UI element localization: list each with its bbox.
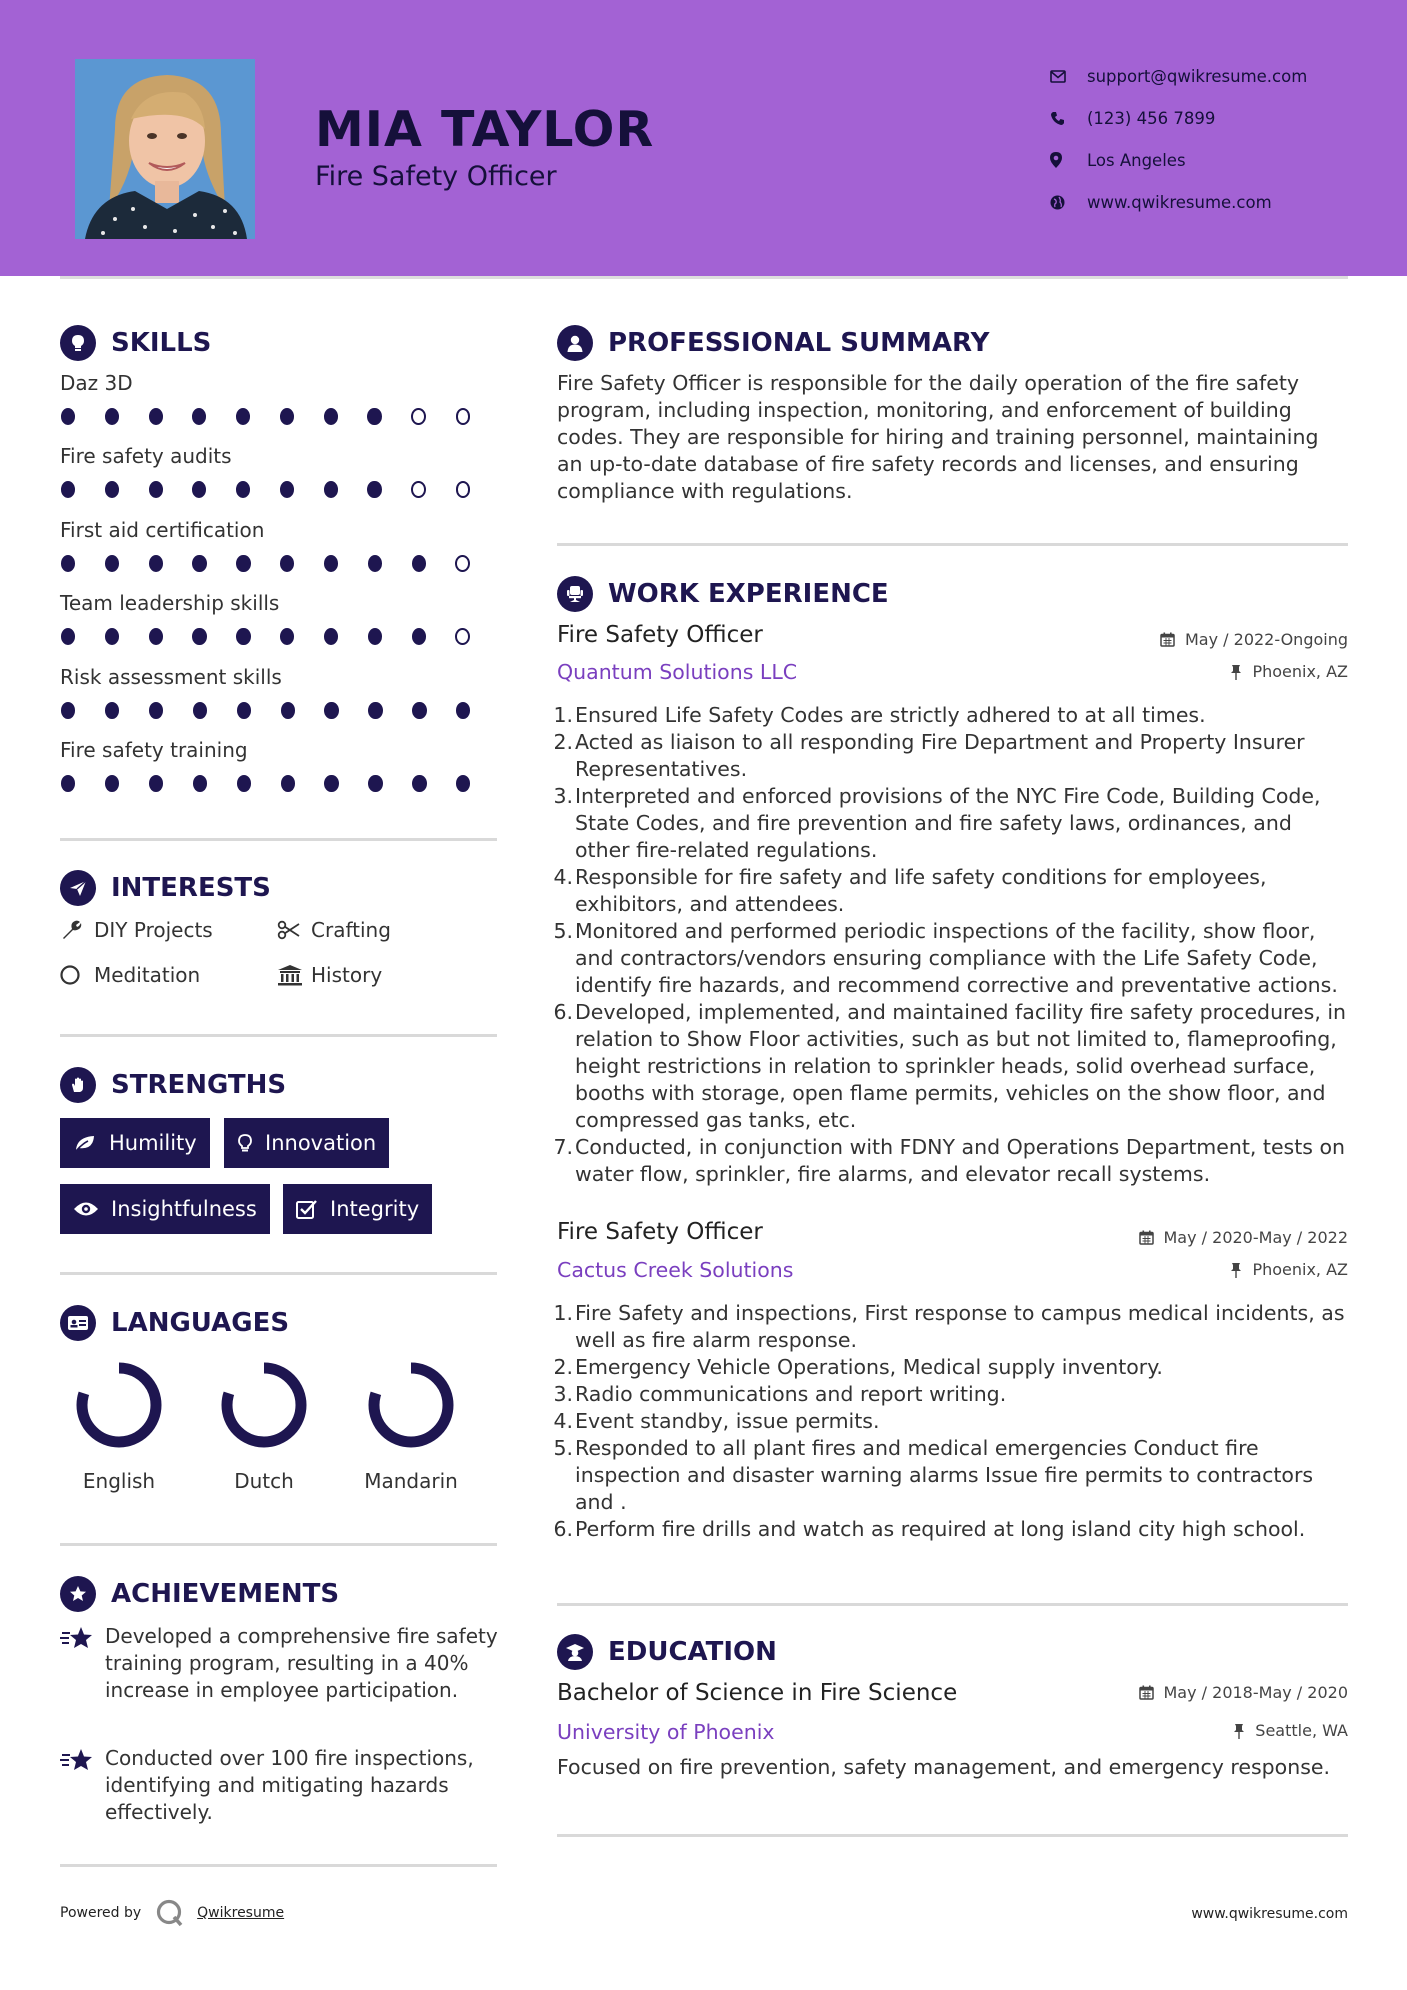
duty-number: 7.	[553, 1135, 573, 1159]
skill-rating	[61, 481, 500, 498]
skill-rating	[61, 628, 500, 645]
summary-heading: PROFESSIONAL SUMMARY	[557, 325, 989, 361]
rating-dot-filled	[192, 628, 206, 645]
office-chair-icon	[557, 576, 593, 612]
rating-dot-empty	[411, 408, 426, 425]
section-divider	[557, 543, 1348, 546]
rating-dot-filled	[193, 702, 207, 719]
calendar-icon	[1160, 632, 1175, 647]
rating-dot-filled	[367, 481, 381, 498]
duty-number: 2.	[553, 730, 573, 754]
pushpin-icon	[1230, 1262, 1242, 1278]
rating-dot-filled	[105, 555, 119, 572]
language-proficiency-ring	[73, 1359, 165, 1451]
wrench-icon	[60, 919, 94, 941]
language-name: Mandarin	[364, 1469, 458, 1493]
duty-item	[553, 864, 1347, 918]
language-proficiency-ring	[365, 1359, 457, 1451]
rating-dot-filled	[281, 702, 295, 719]
language-item	[336, 1359, 486, 1493]
duty-item	[553, 1435, 1347, 1516]
duty-item	[553, 702, 1347, 729]
achievements-heading: ACHIEVEMENTS	[60, 1576, 339, 1612]
rating-dot-filled	[237, 775, 251, 792]
duty-text: Responsible for fire safety and life safety conditions for employees, exhibitors, and attendees.	[575, 865, 1267, 916]
rating-dot-filled	[324, 555, 338, 572]
rating-dot-filled	[192, 481, 206, 498]
duty-text: Conducted, in conjunction with FDNY and Operations Department, tests on water flow, sprinkler, fire alarms, and elevator recall systems.	[575, 1135, 1346, 1186]
pushpin-icon	[1233, 1723, 1245, 1739]
language-proficiency-arc	[82, 1368, 156, 1442]
skill-rating	[61, 408, 500, 425]
rating-dot-filled	[149, 628, 163, 645]
company-name: Quantum Solutions LLC	[557, 660, 798, 684]
achievement-item: Conducted over 100 fire inspections, identifying and mitigating hazards effectively.	[60, 1745, 500, 1826]
language-proficiency-arc	[227, 1368, 301, 1442]
interest-item: Crafting	[277, 918, 391, 942]
strength-chip: Insightfulness	[60, 1184, 270, 1234]
rating-dot-empty	[456, 408, 471, 425]
interest-item: DIY Projects	[60, 918, 213, 942]
skill-name: Fire safety audits	[60, 444, 232, 469]
skill-item	[60, 518, 500, 572]
duty-item	[553, 999, 1347, 1134]
rating-dot-filled	[456, 775, 470, 792]
education-description: Focused on fire prevention, safety management, and emergency response.	[557, 1755, 1331, 1779]
duty-item	[553, 1134, 1347, 1188]
achievement-item: Developed a comprehensive fire safety training program, resulting in a 40% increase in employee participation.	[60, 1623, 500, 1704]
rating-dot-filled	[236, 408, 250, 425]
degree-title: Bachelor of Science in Fire Science	[557, 1680, 958, 1706]
job-dates: May / 2020-May / 2022	[1139, 1228, 1349, 1247]
rating-dot-filled	[280, 481, 294, 498]
contact-email[interactable]: support@qwikresume.com	[1050, 55, 1307, 97]
language-proficiency-arc	[374, 1368, 448, 1442]
section-divider	[60, 838, 497, 841]
rating-dot-filled	[149, 555, 163, 572]
duty-number: 6.	[553, 1000, 573, 1024]
skill-name: Daz 3D	[60, 371, 133, 395]
duty-text: Monitored and performed periodic inspections of the facility, show floor, and contractors/vendors ensuring compliance with the Life Safety Code, identify fire hazards, and recommend corrective and preventative actions.	[575, 919, 1338, 997]
footer-powered-by: Powered by Qwikresume	[60, 1898, 284, 1928]
duty-text: Developed, implemented, and maintained facility fire safety procedures, in relation to Show Floor activities, such as but not limited to, flameproofing, height restrictions in relation to sprinkler heads, solid overhead surface, booths with storage, open flame permits, vehicles on the show floor, and compressed gas tanks, etc.	[575, 1000, 1347, 1132]
duty-number: 5.	[553, 919, 573, 943]
rating-dot-filled	[236, 555, 250, 572]
section-divider	[557, 1603, 1348, 1606]
checkbox-icon	[296, 1199, 318, 1219]
rating-dot-filled	[149, 775, 163, 792]
skill-name: Team leadership skills	[60, 591, 280, 616]
rating-dot-filled	[456, 702, 470, 719]
duty-text: Fire Safety and inspections, First response to campus medical incidents, as well as fire alarm response.	[575, 1301, 1345, 1352]
contact-list	[1050, 55, 1307, 223]
star-icon	[60, 1623, 105, 1704]
education-dates: May / 2018-May / 2020	[1139, 1683, 1349, 1702]
skill-name: Fire safety training	[60, 738, 248, 762]
rating-dot-filled	[367, 408, 381, 425]
duty-text: Emergency Vehicle Operations, Medical supply inventory.	[575, 1355, 1163, 1379]
job-duties-list	[553, 702, 1347, 1188]
rating-dot-empty	[455, 628, 470, 645]
rating-dot-filled	[237, 702, 251, 719]
skill-rating	[61, 775, 500, 792]
duty-item	[553, 1516, 1347, 1543]
user-icon	[557, 325, 593, 361]
lightbulb-icon	[237, 1133, 253, 1153]
duty-text: Perform fire drills and watch as required at long island city high school.	[575, 1517, 1306, 1541]
skill-item	[60, 591, 500, 645]
duty-text: Responded to all plant fires and medical emergencies Conduct fire inspection and disaster warning alarms Issue fire permits to contractors and .	[575, 1436, 1314, 1514]
footer-url[interactable]: www.qwikresume.com	[1191, 1906, 1348, 1922]
rating-dot-filled	[192, 555, 206, 572]
rating-dot-filled	[193, 775, 207, 792]
qwikresume-logo-icon	[155, 1898, 185, 1928]
rating-dot-filled	[412, 555, 426, 572]
rating-dot-filled	[236, 481, 250, 498]
school-name: University of Phoenix	[557, 1720, 775, 1744]
duty-text: Interpreted and enforced provisions of the NYC Fire Code, Building Code, State Codes, and fire prevention and fire safety laws, ordinances, and other fire-related regulations.	[575, 784, 1321, 862]
skill-item	[60, 738, 500, 792]
rating-dot-filled	[105, 775, 119, 792]
language-name: English	[82, 1469, 156, 1493]
rating-dot-filled	[105, 481, 119, 498]
paper-plane-icon	[60, 870, 96, 906]
map-pin-icon	[1050, 152, 1087, 168]
lightbulb-icon	[60, 325, 96, 361]
section-divider	[60, 1272, 497, 1275]
rating-dot-filled	[324, 775, 338, 792]
language-proficiency-ring	[218, 1359, 310, 1451]
duty-item	[553, 918, 1347, 999]
candidate-title: Fire Safety Officer	[315, 161, 557, 192]
job-duties-list	[553, 1300, 1347, 1543]
calendar-icon	[1139, 1230, 1154, 1245]
rating-dot-filled	[61, 775, 75, 792]
profile-photo	[75, 59, 255, 239]
rating-dot-filled	[368, 775, 382, 792]
job-title: Fire Safety Officer	[557, 622, 763, 648]
rating-dot-filled	[324, 481, 338, 498]
globe-icon	[1050, 195, 1087, 210]
rating-dot-filled	[324, 628, 338, 645]
section-divider	[60, 1864, 497, 1867]
duty-item	[553, 1354, 1347, 1381]
strength-chip: Integrity	[283, 1184, 432, 1234]
job-location: Phoenix, AZ	[1230, 662, 1348, 681]
section-divider	[60, 1034, 497, 1037]
strength-chip: Humility	[60, 1118, 210, 1168]
rating-dot-filled	[412, 628, 426, 645]
rating-dot-filled	[324, 702, 338, 719]
duty-number: 3.	[553, 784, 573, 808]
summary-text: Fire Safety Officer is responsible for the daily operation of the fire safety program, including inspection, monitoring, and enforcement of building codes. They are responsible for hiring and training personnel, maintaining an up-to-date database of fire safety records and licenses, and ensuring compliance with regulations.	[557, 371, 1319, 503]
eye-icon	[73, 1200, 99, 1218]
company-name: Cactus Creek Solutions	[557, 1258, 794, 1282]
leaf-icon	[73, 1133, 97, 1153]
interest-item: Meditation	[60, 963, 200, 987]
rating-dot-filled	[236, 628, 250, 645]
museum-icon	[277, 964, 311, 986]
interest-item: History	[277, 963, 382, 987]
duty-number: 4.	[553, 1409, 573, 1433]
duty-number: 4.	[553, 865, 573, 889]
skill-rating	[61, 702, 500, 719]
contact-location: Los Angeles	[1050, 139, 1307, 181]
rating-dot-filled	[61, 481, 75, 498]
duty-text: Acted as liaison to all responding Fire Department and Property Insurer Representatives.	[575, 730, 1305, 781]
duty-item	[553, 1300, 1347, 1354]
rating-dot-filled	[280, 628, 294, 645]
star-badge-icon	[60, 1576, 96, 1612]
language-item	[44, 1359, 194, 1493]
rating-dot-filled	[149, 408, 163, 425]
hand-icon	[60, 1067, 96, 1103]
strength-chip: Innovation	[224, 1118, 389, 1168]
rating-dot-empty	[455, 555, 470, 572]
duty-number: 1.	[553, 1301, 573, 1325]
rating-dot-filled	[368, 628, 382, 645]
duty-item	[553, 783, 1347, 864]
rating-dot-filled	[324, 408, 338, 425]
duty-number: 5.	[553, 1436, 573, 1460]
pushpin-icon	[1230, 664, 1242, 680]
job-title: Fire Safety Officer	[557, 1219, 763, 1245]
resume-header	[0, 0, 1407, 276]
duty-text: Ensured Life Safety Codes are strictly adhered to at all times.	[575, 703, 1206, 727]
circle-icon	[60, 964, 94, 986]
graduate-icon	[557, 1634, 593, 1670]
duty-number: 6.	[553, 1517, 573, 1541]
candidate-name: MIA TAYLOR	[315, 101, 655, 158]
languages-heading: LANGUAGES	[60, 1305, 289, 1341]
strengths-heading: STRENGTHS	[60, 1067, 286, 1103]
skill-item	[60, 444, 500, 498]
envelope-icon	[1050, 70, 1087, 83]
skill-item	[60, 665, 500, 719]
education-location: Seattle, WA	[1233, 1721, 1348, 1740]
duty-number: 1.	[553, 703, 573, 727]
header-divider	[60, 276, 1348, 279]
skill-rating	[61, 555, 500, 572]
rating-dot-filled	[149, 481, 163, 498]
rating-dot-filled	[280, 555, 294, 572]
duty-item	[553, 1381, 1347, 1408]
rating-dot-filled	[368, 702, 382, 719]
duty-text: Radio communications and report writing.	[575, 1382, 1007, 1406]
language-item	[189, 1359, 339, 1493]
contact-website[interactable]: www.qwikresume.com	[1050, 181, 1307, 223]
rating-dot-filled	[105, 408, 119, 425]
job-location: Phoenix, AZ	[1230, 1260, 1348, 1279]
rating-dot-filled	[412, 775, 426, 792]
rating-dot-filled	[61, 555, 75, 572]
rating-dot-filled	[61, 408, 75, 425]
star-icon	[60, 1745, 105, 1826]
id-card-icon	[60, 1305, 96, 1341]
skill-item	[60, 371, 500, 425]
duty-item	[553, 729, 1347, 783]
duty-item	[553, 1408, 1347, 1435]
skill-name: First aid certification	[60, 517, 265, 542]
scissors-icon	[277, 920, 311, 940]
rating-dot-filled	[280, 408, 294, 425]
skills-heading: SKILLS	[60, 325, 211, 361]
rating-dot-filled	[61, 628, 75, 645]
rating-dot-empty	[411, 481, 426, 498]
rating-dot-filled	[192, 408, 206, 425]
rating-dot-filled	[412, 702, 426, 719]
rating-dot-filled	[105, 628, 119, 645]
interests-heading: INTERESTS	[60, 870, 271, 906]
rating-dot-filled	[105, 702, 119, 719]
calendar-icon	[1139, 1685, 1154, 1700]
education-heading: EDUCATION	[557, 1634, 777, 1670]
rating-dot-empty	[456, 481, 471, 498]
rating-dot-filled	[368, 555, 382, 572]
rating-dot-filled	[61, 702, 75, 719]
rating-dot-filled	[281, 775, 295, 792]
job-dates: May / 2022-Ongoing	[1160, 630, 1348, 649]
contact-phone[interactable]: (123) 456 7899	[1050, 97, 1307, 139]
section-divider	[60, 1543, 497, 1546]
duty-number: 2.	[553, 1355, 573, 1379]
phone-icon	[1050, 111, 1087, 126]
skill-name: Risk assessment skills	[60, 664, 282, 689]
section-divider	[557, 1834, 1348, 1837]
qwikresume-link[interactable]: Qwikresume	[197, 1905, 285, 1921]
language-name: Dutch	[234, 1469, 294, 1493]
experience-heading: WORK EXPERIENCE	[557, 576, 889, 612]
rating-dot-filled	[149, 702, 163, 719]
duty-text: Event standby, issue permits.	[575, 1409, 880, 1433]
duty-number: 3.	[553, 1382, 573, 1406]
